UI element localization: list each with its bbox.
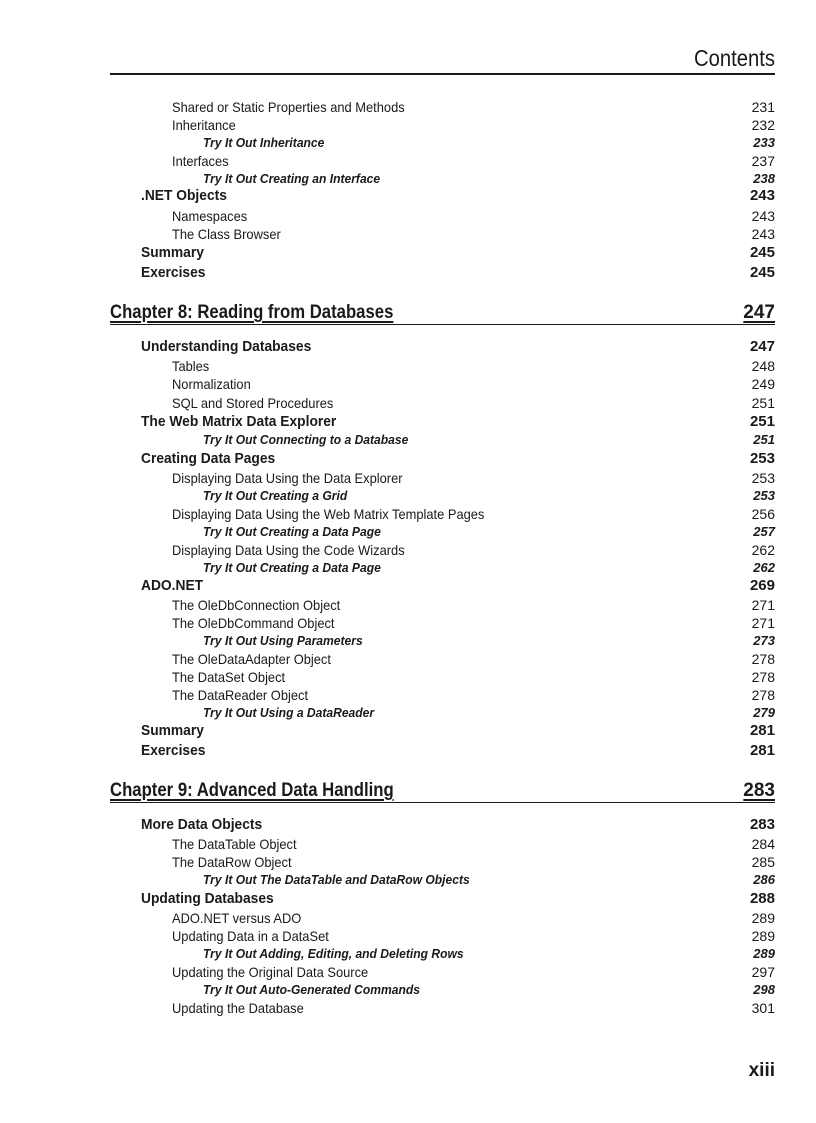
toc-entry-title: Tables xyxy=(172,358,210,374)
toc-entry-page: 271 xyxy=(751,615,775,631)
toc-entry-title: The DataReader Object xyxy=(172,687,309,703)
toc-entry-page: 253 xyxy=(751,470,775,486)
toc-entry-page: 253 xyxy=(753,488,775,503)
toc-entry-title: The DataSet Object xyxy=(172,669,286,685)
toc-subsection xyxy=(172,669,775,685)
toc-entry-page: 256 xyxy=(751,506,775,522)
toc-entry-title: Updating Data in a DataSet xyxy=(172,928,329,944)
toc-entry-page: 298 xyxy=(753,982,775,997)
toc-try-it-out xyxy=(203,705,775,720)
toc-entry-title: Try It Out Creating a Data Page xyxy=(203,560,381,575)
toc-try-it-out xyxy=(203,560,775,575)
toc-entry-page: 278 xyxy=(751,687,775,703)
toc-entry-title: Try It Out Inheritance xyxy=(203,135,325,150)
toc-subsection xyxy=(172,395,775,411)
toc-entry-title: Try It Out Connecting to a Database xyxy=(203,432,409,447)
toc-try-it-out xyxy=(203,432,775,447)
toc-entry-page: 278 xyxy=(751,669,775,685)
toc-entry-page: 269 xyxy=(749,577,775,594)
toc-entry-title: Try It Out Adding, Editing, and Deleting Rows xyxy=(203,946,464,961)
toc-subsection xyxy=(172,117,775,133)
toc-entry-page: 278 xyxy=(751,651,775,667)
toc-entry-title: Try It Out Creating a Data Page xyxy=(203,524,381,539)
toc-subsection xyxy=(172,542,775,558)
toc-entry-page: 281 xyxy=(749,742,775,759)
toc-entry-title: Try It Out The DataTable and DataRow Objects xyxy=(203,872,470,887)
toc-subsection xyxy=(172,854,775,870)
toc-section xyxy=(141,816,775,833)
toc-entry-title: The DataRow Object xyxy=(172,854,292,870)
toc-entry-page: 245 xyxy=(749,264,775,281)
toc-entry-title: Normalization xyxy=(172,376,251,392)
toc-entry-title: Updating Databases xyxy=(141,890,274,907)
toc-try-it-out xyxy=(203,633,775,648)
toc-entry-title: Chapter 9: Advanced Data Handling xyxy=(110,780,394,801)
toc-subsection xyxy=(172,506,775,522)
running-header-title: Contents xyxy=(693,45,775,71)
toc-entry-page: 301 xyxy=(751,1000,775,1016)
toc-try-it-out xyxy=(203,135,775,150)
toc-entry-page: 251 xyxy=(749,413,775,430)
toc-entry-title: The OleDbConnection Object xyxy=(172,597,341,613)
toc-subsection xyxy=(172,651,775,667)
toc-entry-page: 283 xyxy=(749,816,775,833)
toc-section xyxy=(141,187,775,204)
toc-section xyxy=(141,577,775,594)
toc-subsection xyxy=(172,376,775,392)
toc-chapter-heading xyxy=(110,302,775,325)
toc-entry-title: The OleDbCommand Object xyxy=(172,615,335,631)
toc-subsection xyxy=(172,153,775,169)
toc-section xyxy=(141,890,775,907)
toc-section xyxy=(141,742,775,759)
toc-entry-page: 286 xyxy=(753,872,775,887)
toc-subsection xyxy=(172,928,775,944)
toc-subsection xyxy=(172,1000,775,1016)
toc-entry-page: 248 xyxy=(751,358,775,374)
toc-entry-page: 237 xyxy=(751,153,775,169)
toc-try-it-out xyxy=(203,171,775,186)
toc-entry-title: ADO.NET xyxy=(141,577,204,594)
toc-entry-page: 253 xyxy=(749,450,775,467)
toc-entry-page: 281 xyxy=(749,722,775,739)
toc-section xyxy=(141,244,775,261)
toc-entry-page: 251 xyxy=(753,432,775,447)
toc-entry-title: The OleDataAdapter Object xyxy=(172,651,331,667)
toc-section xyxy=(141,450,775,467)
toc-subsection xyxy=(172,470,775,486)
toc-entry-title: Displaying Data Using the Data Explorer xyxy=(172,470,403,486)
toc-entry-page: 243 xyxy=(751,226,775,242)
toc-subsection xyxy=(172,358,775,374)
toc-entry-title: .NET Objects xyxy=(141,187,227,204)
toc-entry-title: Creating Data Pages xyxy=(141,450,276,467)
toc-section xyxy=(141,413,775,430)
toc-entry-title: Namespaces xyxy=(172,208,248,224)
toc-entry-title: Try It Out Using Parameters xyxy=(203,633,363,648)
toc-entry-title: Try It Out Auto-Generated Commands xyxy=(203,982,420,997)
toc-try-it-out xyxy=(203,946,775,961)
toc-subsection xyxy=(172,208,775,224)
toc-try-it-out xyxy=(203,524,775,539)
toc-entry-title: The Web Matrix Data Explorer xyxy=(141,413,337,430)
toc-entry-page: 262 xyxy=(753,560,775,575)
toc-entry-page: 251 xyxy=(751,395,775,411)
toc-entry-title: ADO.NET versus ADO xyxy=(172,910,302,926)
toc-subsection xyxy=(172,597,775,613)
toc-entry-title: SQL and Stored Procedures xyxy=(172,395,334,411)
toc-subsection xyxy=(172,687,775,703)
toc-entry-title: Updating the Database xyxy=(172,1000,304,1016)
toc-entry-page: 297 xyxy=(751,964,775,980)
toc-subsection xyxy=(172,910,775,926)
toc-entry-page: 273 xyxy=(753,633,775,648)
toc-section xyxy=(141,264,775,281)
toc-subsection xyxy=(172,615,775,631)
toc-entry-page: 243 xyxy=(751,208,775,224)
toc-entry-title: Exercises xyxy=(141,742,206,759)
toc-entry-title: Displaying Data Using the Web Matrix Template Pages xyxy=(172,506,485,522)
toc-entry-page: 232 xyxy=(751,117,775,133)
toc-entry-page: 231 xyxy=(751,99,775,115)
toc-entry-page: 283 xyxy=(743,780,775,801)
toc-entry-page: 279 xyxy=(753,705,775,720)
toc-entry-title: Summary xyxy=(141,722,204,739)
toc-entry-title: Try It Out Using a DataReader xyxy=(203,705,375,720)
toc-entry-title: Shared or Static Properties and Methods xyxy=(172,99,405,115)
toc-entry-page: 285 xyxy=(751,854,775,870)
toc-entry-page: 257 xyxy=(753,524,775,539)
page-number: xiii xyxy=(748,1060,775,1081)
toc-entry-title: Chapter 8: Reading from Databases xyxy=(110,302,394,323)
toc-entry-page: 289 xyxy=(751,928,775,944)
toc-entry-title: More Data Objects xyxy=(141,816,263,833)
toc-entry-page: 243 xyxy=(749,187,775,204)
toc-section xyxy=(141,338,775,355)
toc-entry-title: Interfaces xyxy=(172,153,229,169)
toc-entry-page: 289 xyxy=(751,910,775,926)
toc-entry-page: 284 xyxy=(751,836,775,852)
toc-try-it-out xyxy=(203,872,775,887)
toc-entry-title: The DataTable Object xyxy=(172,836,297,852)
toc-entry-title: Displaying Data Using the Code Wizards xyxy=(172,542,405,558)
toc-chapter-heading xyxy=(110,780,775,803)
toc-entry-page: 238 xyxy=(753,171,775,186)
toc-subsection xyxy=(172,964,775,980)
toc-entry-title: Understanding Databases xyxy=(141,338,312,355)
toc-entry-page: 271 xyxy=(751,597,775,613)
toc-subsection xyxy=(172,836,775,852)
toc-entry-page: 249 xyxy=(751,376,775,392)
toc-subsection xyxy=(172,226,775,242)
toc-try-it-out xyxy=(203,982,775,997)
toc-entry-page: 233 xyxy=(753,135,775,150)
toc-entry-page: 245 xyxy=(749,244,775,261)
toc-entry-page: 289 xyxy=(753,946,775,961)
toc-entry-page: 288 xyxy=(749,890,775,907)
toc-entry-page: 262 xyxy=(751,542,775,558)
toc-entry-title: Try It Out Creating an Interface xyxy=(203,171,381,186)
toc-entry-title: Updating the Original Data Source xyxy=(172,964,369,980)
toc-entry-title: The Class Browser xyxy=(172,226,281,242)
toc-section xyxy=(141,722,775,739)
toc-try-it-out xyxy=(203,488,775,503)
toc-entry-title: Exercises xyxy=(141,264,206,281)
toc-entry-page: 247 xyxy=(743,302,775,323)
toc-entry-title: Summary xyxy=(141,244,204,261)
toc-entry-title: Inheritance xyxy=(172,117,236,133)
toc-entry-page: 247 xyxy=(749,338,775,355)
toc-entry-title: Try It Out Creating a Grid xyxy=(203,488,348,503)
toc-subsection xyxy=(172,99,775,115)
